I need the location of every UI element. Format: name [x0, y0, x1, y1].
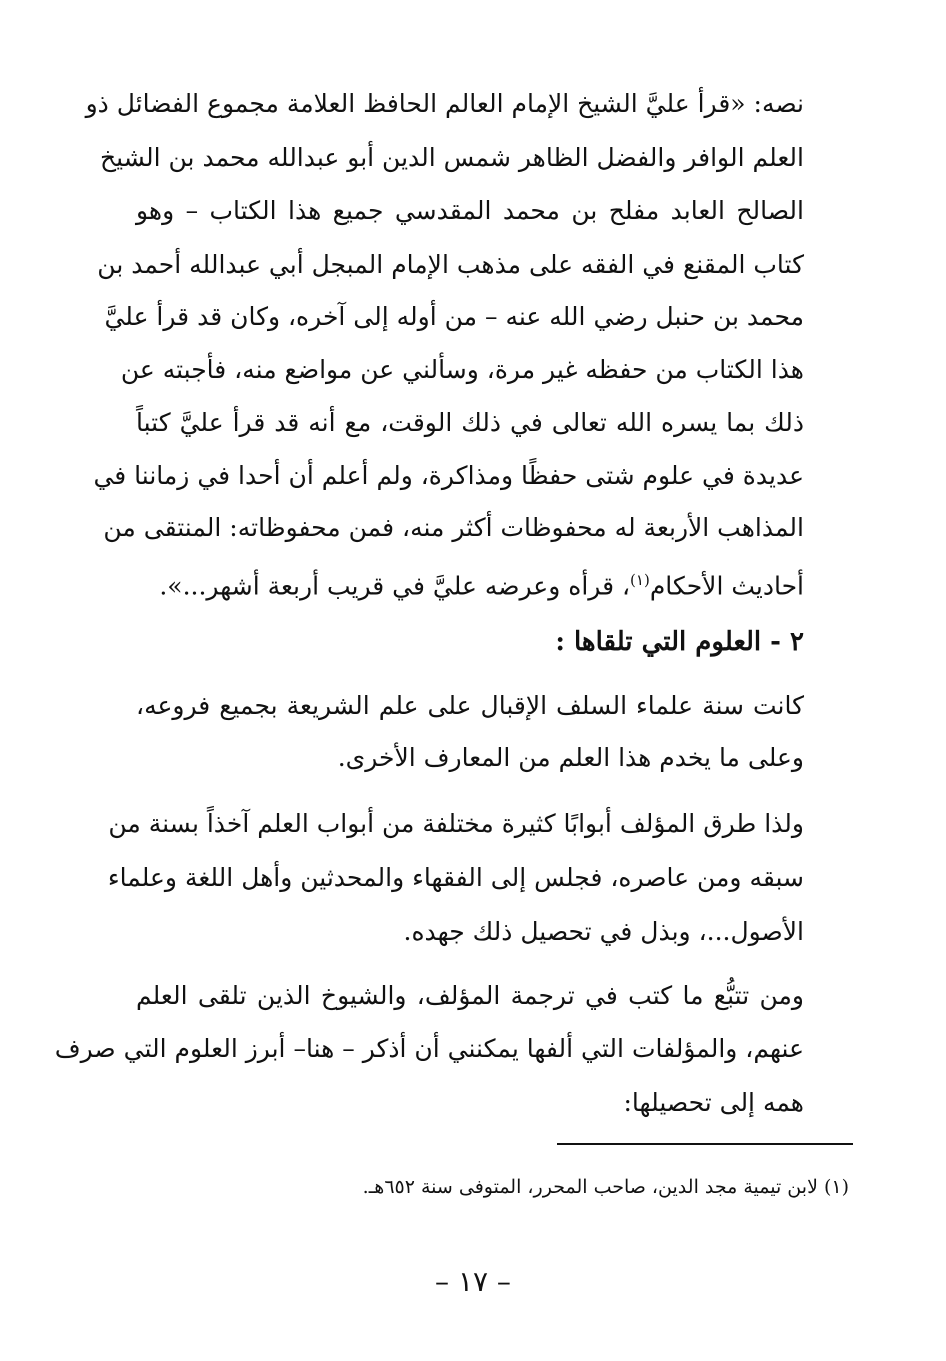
para3-line-2: عنهم، والمؤلفات التي ألفها يمكنني أن أذكر – هنا– أبرز العلوم التي صرف	[54, 1034, 804, 1063]
page-number: – ١٧ –	[435, 1265, 511, 1298]
quote-line-10	[136, 562, 804, 604]
quote-last-text-end: ، قرأه وعرضه عليَّ في قريب أربعة أشهر...».	[159, 571, 631, 601]
quote-line-1: نصه: «قرأ عليَّ الشيخ الإمام العالم الحافظ العلامة مجموع الفضائل ذو	[85, 89, 804, 118]
quote-line-9: المذاهب الأربعة له محفوظات أكثر منه، فمن محفوظاته: المنتقى من	[103, 513, 804, 542]
quote-line-5: محمد بن حنبل رضي الله عنه – من أوله إلى آخره، وكان قد قرأ عليَّ	[104, 302, 804, 331]
footnote-text: (١) لابن تيمية مجد الدين، صاحب المحرر، المتوفى سنة ٦٥٢هـ.	[362, 1176, 849, 1198]
section-heading: ٢ - العلوم التي تلقاها :	[555, 627, 804, 657]
quote-line-8: عديدة في علوم شتى حفظًا ومذاكرة، ولم أعلم أن أحدا في زماننا في	[93, 461, 804, 490]
para1-line-1: كانت سنة علماء السلف الإقبال على علم الشريعة بجميع فروعه،	[136, 691, 804, 720]
footnote-separator	[557, 1143, 853, 1145]
quote-line-3: الصالح العابد مفلح بن محمد المقدسي جميع هذا الكتاب – وهو	[136, 196, 804, 225]
footnote-reference: (١)	[630, 571, 650, 589]
quote-last-text: أحاديث الأحكام	[649, 571, 804, 601]
quote-line-7: ذلك بما يسره الله تعالى في ذلك الوقت، مع أنه قد قرأ عليَّ كتباً	[136, 408, 804, 437]
para3-line-3: همه إلى تحصيلها:	[623, 1088, 804, 1117]
para1-line-2: وعلى ما يخدم هذا العلم من المعارف الأخرى.	[337, 743, 804, 772]
quote-line-4: كتاب المقنع في الفقه على مذهب الإمام المبجل أبي عبدالله أحمد بن	[97, 250, 804, 279]
para2-line-1: ولذا طرق المؤلف أبوابًا كثيرة مختلفة من أبواب العلم آخذاً بسنة من	[108, 809, 804, 838]
para2-line-2: سبقه ومن عاصره، فجلس إلى الفقهاء والمحدثين وأهل اللغة وعلماء	[107, 863, 804, 892]
para2-line-3: الأصول...، وبذل في تحصيل ذلك جهده.	[403, 917, 804, 946]
quote-line-6: هذا الكتاب من حفظه غير مرة، وسألني عن مواضع منه، فأجبته عن	[120, 355, 804, 384]
quote-line-2: العلم الوافر والفضل الظاهر شمس الدين أبو عبدالله محمد بن الشيخ	[100, 143, 804, 172]
para3-line-1: ومن تتبُّع ما كتب في ترجمة المؤلف، والشيوخ الذين تلقى العلم	[136, 981, 804, 1010]
